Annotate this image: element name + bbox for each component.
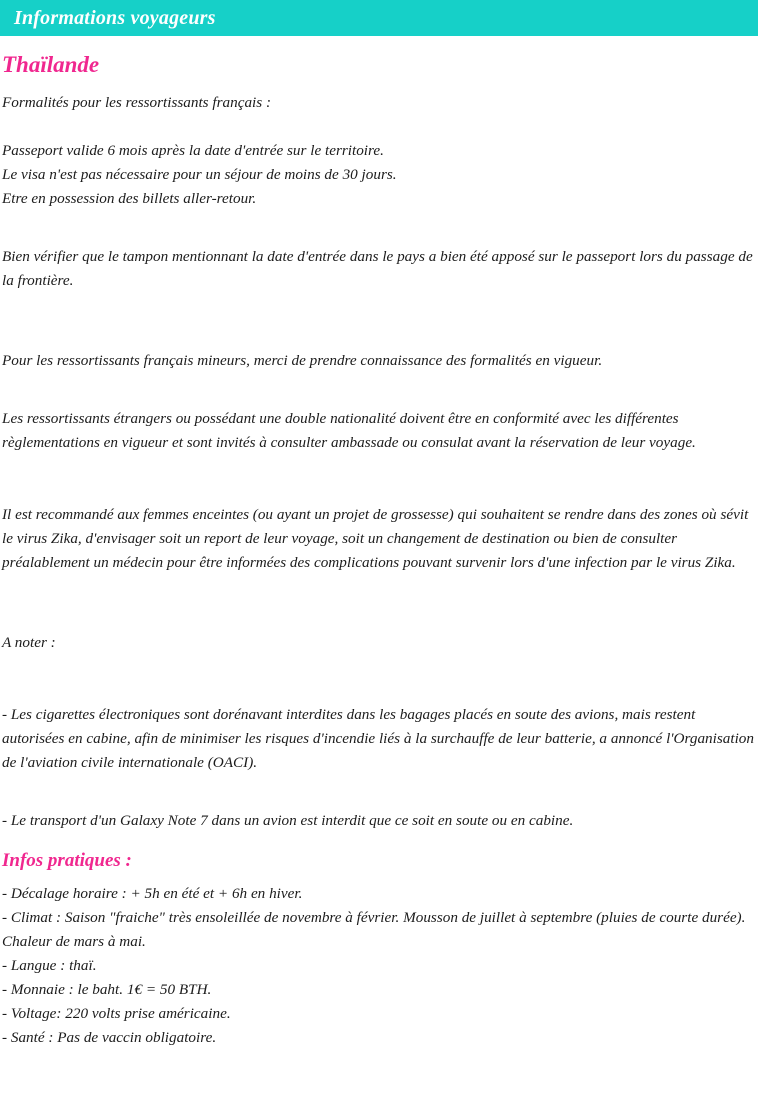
practical-item-language: - Langue : thaï.	[2, 957, 97, 975]
spacer	[2, 373, 754, 407]
document-content	[0, 36, 758, 1070]
spacer	[2, 575, 754, 631]
note-label: A noter :	[2, 634, 56, 652]
zika-notice: Il est recommandé aux femmes enceintes (ou ayant un projet de grossesse) qui souhaitent se rendre dans des zones où sévit le virus Zika, d'envisager soit un report de leur voyage, soit un changement de destination ou bien de consulter préalablement un médecin pour être informées des complications pouvant survenir lors d'une infection par le virus Zika.	[2, 506, 749, 572]
formality-item: Passeport valide 6 mois après la date d'entrée sur le territoire.	[2, 142, 384, 160]
formalities-list	[2, 139, 754, 211]
country-heading: Thaïlande	[2, 52, 100, 77]
practical-item-voltage: - Voltage: 220 volts prise américaine.	[2, 1005, 231, 1023]
page-header	[0, 0, 758, 36]
spacer	[2, 655, 754, 703]
practical-info-list	[2, 882, 754, 1050]
formality-item: Etre en possession des billets aller-retour.	[2, 190, 257, 208]
practical-item-climate: - Climat : Saison "fraiche" très ensoleillée de novembre à février. Mousson de juillet à septembre (pluies de courte durée). Chaleur de mars à mai.	[2, 909, 746, 951]
page-title: Informations voyageurs	[14, 6, 216, 29]
spacer	[2, 115, 754, 139]
formalities-intro: Formalités pour les ressortissants français :	[2, 94, 272, 112]
formality-item: Le visa n'est pas nécessaire pour un séjour de moins de 30 jours.	[2, 166, 397, 184]
practical-item-health: - Santé : Pas de vaccin obligatoire.	[2, 1029, 217, 1047]
practical-item-time-difference: - Décalage horaire : + 5h en été et + 6h en hiver.	[2, 885, 303, 903]
stamp-notice: Bien vérifier que le tampon mentionnant la date d'entrée dans le pays a bien été apposé sur le passeport lors du passage de la frontière.	[2, 248, 753, 290]
practical-info-heading: Infos pratiques :	[2, 850, 132, 872]
note-item-galaxy-note: - Le transport d'un Galaxy Note 7 dans un avion est interdit que ce soit en soute ou en cabine.	[2, 812, 574, 830]
spacer	[2, 775, 754, 809]
practical-item-currency: - Monnaie : le baht. 1€ = 50 BTH.	[2, 981, 212, 999]
spacer	[2, 455, 754, 503]
note-item-ecigarettes: - Les cigarettes électroniques sont dorénavant interdites dans les bagages placés en soute des avions, mais restent autorisées en cabine, afin de minimiser les risques d'incendie liés à la surchauffe de leur batterie, a annoncé l'Organisation de l'aviation civile internationale (OACI).	[2, 706, 754, 772]
foreigners-notice: Les ressortissants étrangers ou possédant une double nationalité doivent être en conformité avec les différentes règlementations en vigueur et sont invités à consulter ambassade ou consulat avant la réservation de leur voyage.	[2, 410, 696, 452]
spacer	[2, 211, 754, 245]
minors-notice: Pour les ressortissants français mineurs, merci de prendre connaissance des formalités en vigueur.	[2, 352, 603, 370]
spacer	[2, 293, 754, 349]
